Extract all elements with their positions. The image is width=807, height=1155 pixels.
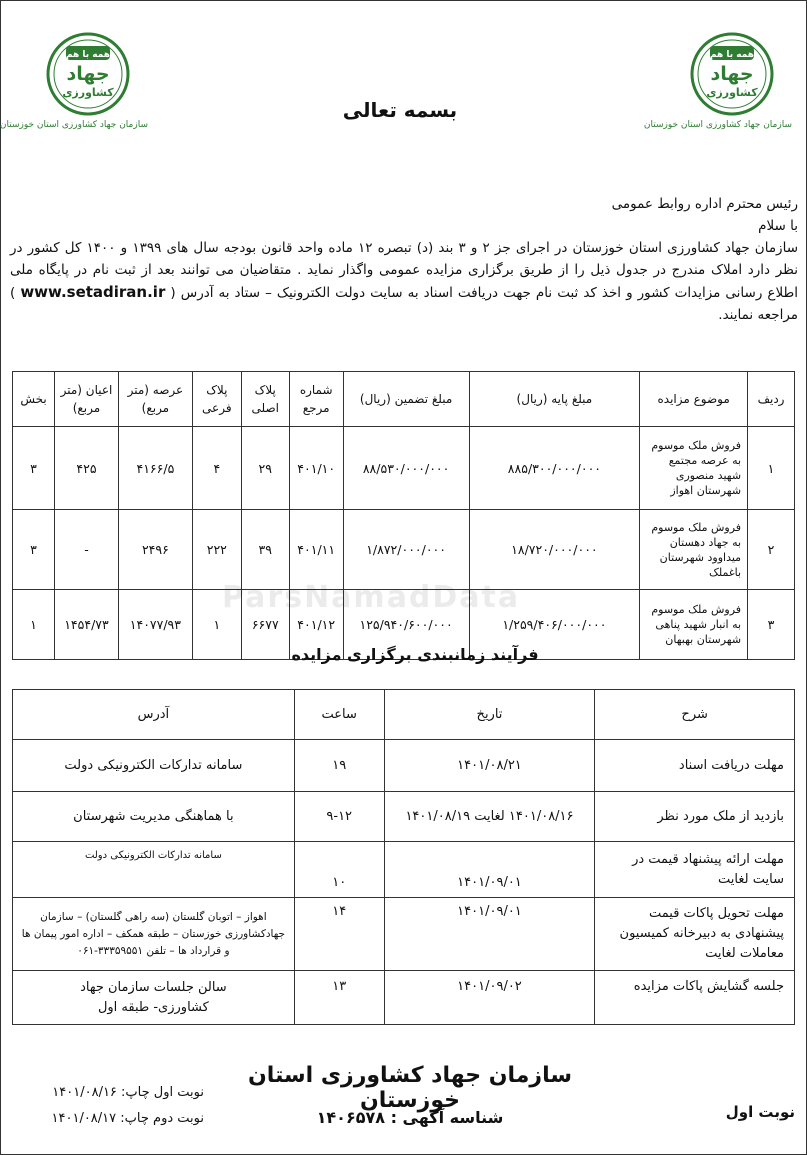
- header-cell: بخش: [13, 372, 55, 427]
- second-print-date: نوبت دوم چاپ: ۱۴۰۱/۰۸/۱۷: [51, 1111, 204, 1126]
- table-cell: ۳: [13, 427, 55, 510]
- logo-caption: سازمان جهاد کشاورزی استان خوزستان: [643, 120, 792, 130]
- table-cell: ۴۲۵: [55, 427, 119, 510]
- header-cell: ردیف: [748, 372, 795, 427]
- jahad-logo-icon: [40, 30, 136, 118]
- table-cell: ۱/۲۵۹/۴۰۶/۰۰۰/۰۰۰: [469, 590, 640, 660]
- table-cell: ۳: [13, 510, 55, 590]
- table-cell: ۱: [13, 590, 55, 660]
- table-cell: بازدید از ملک مورد نظر: [595, 792, 795, 842]
- salutation: رئیس محترم اداره روابط عمومی: [611, 196, 798, 212]
- table-cell: ۹-۱۲: [294, 792, 384, 842]
- svg-text:همه با هم: همه با هم: [709, 50, 755, 60]
- table-cell: ۱۴۰۱/۰۹/۰۱: [384, 842, 595, 898]
- table-cell: ۱۴: [294, 898, 384, 971]
- page-heading: بسمه تعالی: [342, 98, 458, 122]
- header-cell: عرصه (متر مربع): [118, 372, 192, 427]
- table-cell: ۱: [192, 590, 241, 660]
- table-cell: ۱۴۰۱/۰۹/۰۱: [384, 898, 595, 971]
- table-cell: ۱۴۰۱/۰۹/۰۲: [384, 971, 595, 1025]
- auction-table: [12, 371, 795, 660]
- table-cell: ۴۰۱/۱۰: [289, 427, 343, 510]
- table-cell: ۱۹: [294, 740, 384, 792]
- table-cell: ۱۴۰۱/۰۸/۲۱: [384, 740, 595, 792]
- table-cell: ۳۹: [241, 510, 289, 590]
- svg-text:جهاد: جهاد: [66, 63, 110, 85]
- table-cell: ۸۸/۵۳۰/۰۰۰/۰۰۰: [343, 427, 469, 510]
- header-cell: شرح: [595, 690, 795, 740]
- table-cell: ۲: [748, 510, 795, 590]
- letter-paragraph: [10, 237, 798, 326]
- table-row: [13, 971, 795, 1025]
- ministry-logo-right: [643, 30, 792, 140]
- letter-tail: ) مراجعه نمایند.: [10, 285, 798, 323]
- svg-text:جهاد: جهاد: [710, 63, 754, 85]
- table-cell: ۱/۸۷۲/۰۰۰/۰۰۰: [343, 510, 469, 590]
- header-cell: مبلغ تضمین (ریال): [343, 372, 469, 427]
- table-cell: [13, 842, 295, 898]
- table-cell: ۴۰۱/۱۱: [289, 510, 343, 590]
- header-cell: پلاک فرعی: [192, 372, 241, 427]
- table-row: [13, 792, 795, 842]
- address-note: سامانه تدارکات الکترونیکی دولت: [84, 850, 222, 861]
- organization-name: سازمان جهاد کشاورزی استان خوزستان: [248, 1063, 572, 1113]
- table-cell: جلسه گشایش پاکات مزایده: [595, 971, 795, 1025]
- table-cell: ۲۴۹۶: [118, 510, 192, 590]
- logo-caption: سازمان جهاد کشاورزی استان خوزستان: [0, 120, 148, 130]
- table-cell: فروش ملک موسوم به جهاد دهستان میداوود شهرستان باغملک: [640, 510, 748, 590]
- table-cell: ۳: [748, 590, 795, 660]
- table-cell: ۴: [192, 427, 241, 510]
- turn-label: نوبت اول: [725, 1103, 795, 1121]
- schedule-table-header: [13, 690, 795, 740]
- header-cell: آدرس: [13, 690, 295, 740]
- header-cell: شماره مرجع: [289, 372, 343, 427]
- table-cell: با هماهنگی مدیریت شهرستان: [13, 792, 295, 842]
- table-cell: ۱: [748, 427, 795, 510]
- letter-text: سازمان جهاد کشاورزی استان خوزستان در اجرای جز ۲ و ۳ بند (د) تبصره ۱۲ ماده واحد قانون بودجه سال های ۱۳۹۹ و ۱۴۰۰ کل کشور در نظر دارد املاک مندرج در جدول ذیل را از طریق برگزاری مزایده عمومی واگذار نماید . متقاضیان می توانند بعد از ثبت نام در پایگاه ملی اطلاع رسانی مزایدات کشور و اخذ کد ثبت نام جهت دریافت اسناد به سایت دولت الکترونیک – ستاد به آدرس (: [10, 240, 799, 301]
- table-cell: ۶۶۷۷: [241, 590, 289, 660]
- svg-text:کشاورزی: کشاورزی: [706, 86, 758, 99]
- greeting: با سلام: [758, 218, 798, 234]
- svg-text:کشاورزی: کشاورزی: [62, 86, 114, 99]
- setad-url-link[interactable]: www.setadiran.ir: [20, 283, 166, 301]
- table-cell: مهلت دریافت اسناد: [595, 740, 795, 792]
- auction-table-header: [13, 372, 795, 427]
- table-cell: فروش ملک موسوم به انبار شهید پناهی شهرستان بهبهان: [640, 590, 748, 660]
- schedule-title: فرآیند زمانبندی برگزاری مزایده: [291, 645, 539, 664]
- first-print-date: نوبت اول چاپ: ۱۴۰۱/۰۸/۱۶: [52, 1085, 204, 1100]
- table-cell: ۸۸۵/۳۰۰/۰۰۰/۰۰۰: [469, 427, 640, 510]
- table-cell: سامانه تدارکات الکترونیکی دولت: [13, 740, 295, 792]
- table-cell: ۱۴۰۷۷/۹۳: [118, 590, 192, 660]
- header-cell: پلاک اصلی: [241, 372, 289, 427]
- table-row: [13, 427, 795, 510]
- table-cell: مهلت تحویل پاکات قیمت پیشنهادی به دبیرخانه کمیسیون معاملات لغایت: [595, 898, 795, 971]
- table-cell: ۱۳: [294, 971, 384, 1025]
- table-cell: فروش ملک موسوم به عرصه مجتمع شهید منصوری شهرستان اهواز: [640, 427, 748, 510]
- schedule-table: [12, 689, 795, 1025]
- table-row: [13, 740, 795, 792]
- table-cell: -: [55, 510, 119, 590]
- table-cell: ۲۲۲: [192, 510, 241, 590]
- table-cell: ۴۰۱/۱۲: [289, 590, 343, 660]
- table-cell: ۱۲۵/۹۴۰/۶۰۰/۰۰۰: [343, 590, 469, 660]
- table-row: [13, 842, 795, 898]
- table-row: [13, 898, 795, 971]
- table-cell: ۴۱۶۶/۵: [118, 427, 192, 510]
- header-cell: مبلغ پایه (ریال): [469, 372, 640, 427]
- ministry-logo-left: [0, 30, 148, 140]
- header-cell: اعیان (متر مربع): [55, 372, 119, 427]
- table-cell: ۱۸/۷۲۰/۰۰۰/۰۰۰: [469, 510, 640, 590]
- letter-body: [10, 193, 798, 326]
- table-cell: ۱۴۰۱/۰۸/۱۶ لغایت ۱۴۰۱/۰۸/۱۹: [384, 792, 595, 842]
- table-cell: ۲۹: [241, 427, 289, 510]
- table-cell: سالن جلسات سازمان جهاد کشاورزی- طبقه اول: [13, 971, 295, 1025]
- svg-text:همه با هم: همه با هم: [65, 50, 111, 60]
- table-row: [13, 510, 795, 590]
- header-cell: ساعت: [294, 690, 384, 740]
- watermark: ParsNamadData: [222, 580, 521, 615]
- header-cell: موضوع مزایده: [640, 372, 748, 427]
- table-cell: اهواز – اتوبان گلستان (سه راهی گلستان) – سازمان جهادکشاورزی خوزستان – طبقه همکف – اداره امور پیمان ها و قرارداد ها – تلفن ۳۳۳۵۹۵۵۱-۰۶۱: [13, 898, 295, 971]
- notice-id: شناسه آگهی : ۱۴۰۶۵۷۸: [316, 1108, 504, 1127]
- header-cell: تاریخ: [384, 690, 595, 740]
- table-cell: ۱۰: [294, 842, 384, 898]
- jahad-logo-icon: [684, 30, 780, 118]
- table-cell: ۱۴۵۴/۷۳: [55, 590, 119, 660]
- table-cell: مهلت ارائه پیشنهاد قیمت در سایت لغایت: [595, 842, 795, 898]
